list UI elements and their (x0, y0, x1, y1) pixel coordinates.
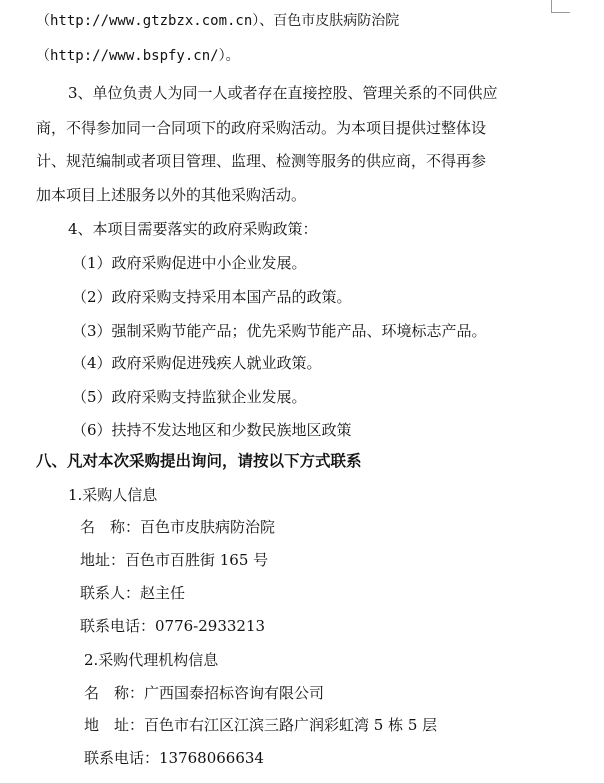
policy-item-4: （4）政府采购促进残疾人就业政策。 (72, 354, 322, 372)
agency-address: 地 址：百色市右江区江滨三路广润彩虹湾 5 栋 5 层 (84, 716, 438, 734)
item3-line-3: 计、规范编制或者项目管理、监理、检测等服务的供应商，不得再参 (36, 152, 487, 170)
agency-title: 2.采购代理机构信息 (84, 651, 219, 669)
purchaser-contact: 联系人：赵主任 (80, 584, 186, 602)
item4-title: 4、本项目需要落实的政府采购政策： (68, 220, 318, 238)
policy-item-2: （2）政府采购支持采用本国产品的政策。 (72, 288, 352, 306)
policy-item-3: （3）强制采购节能产品；优先采购节能产品、环境标志产品。 (72, 322, 487, 340)
url-line-2: （http://www.bspfy.cn/）。 (36, 48, 240, 64)
purchaser-name: 名 称：百色市皮肤病防治院 (80, 518, 276, 536)
policy-item-6: （6）扶持不发达地区和少数民族地区政策 (72, 421, 352, 439)
item3-line-4: 加本项目上述服务以外的其他采购活动。 (36, 186, 307, 204)
item3-line-1: 3、单位负责人为同一人或者存在直接控股、管理关系的不同供应 (68, 84, 498, 102)
policy-item-5: （5）政府采购支持监狱企业发展。 (72, 388, 307, 406)
purchaser-phone: 联系电话：0776-2933213 (80, 617, 266, 635)
section-8-heading: 八、凡对本次采购提出询问，请按以下方式联系 (36, 452, 362, 470)
agency-phone: 联系电话：13768066634 (84, 749, 264, 767)
purchaser-address: 地址：百色市百胜街 165 号 (80, 551, 269, 569)
agency-name: 名 称：广西国泰招标咨询有限公司 (84, 684, 325, 702)
purchaser-title: 1.采购人信息 (68, 486, 158, 504)
item3-line-2: 商，不得参加同一合同项下的政府采购活动。为本项目提供过整体设 (36, 119, 487, 137)
url-line-1: （http://www.gtzbzx.com.cn）、百色市皮肤病防治院 (36, 13, 400, 29)
policy-item-1: （1）政府采购促进中小企业发展。 (72, 254, 307, 272)
page-corner-mark (551, 0, 570, 13)
